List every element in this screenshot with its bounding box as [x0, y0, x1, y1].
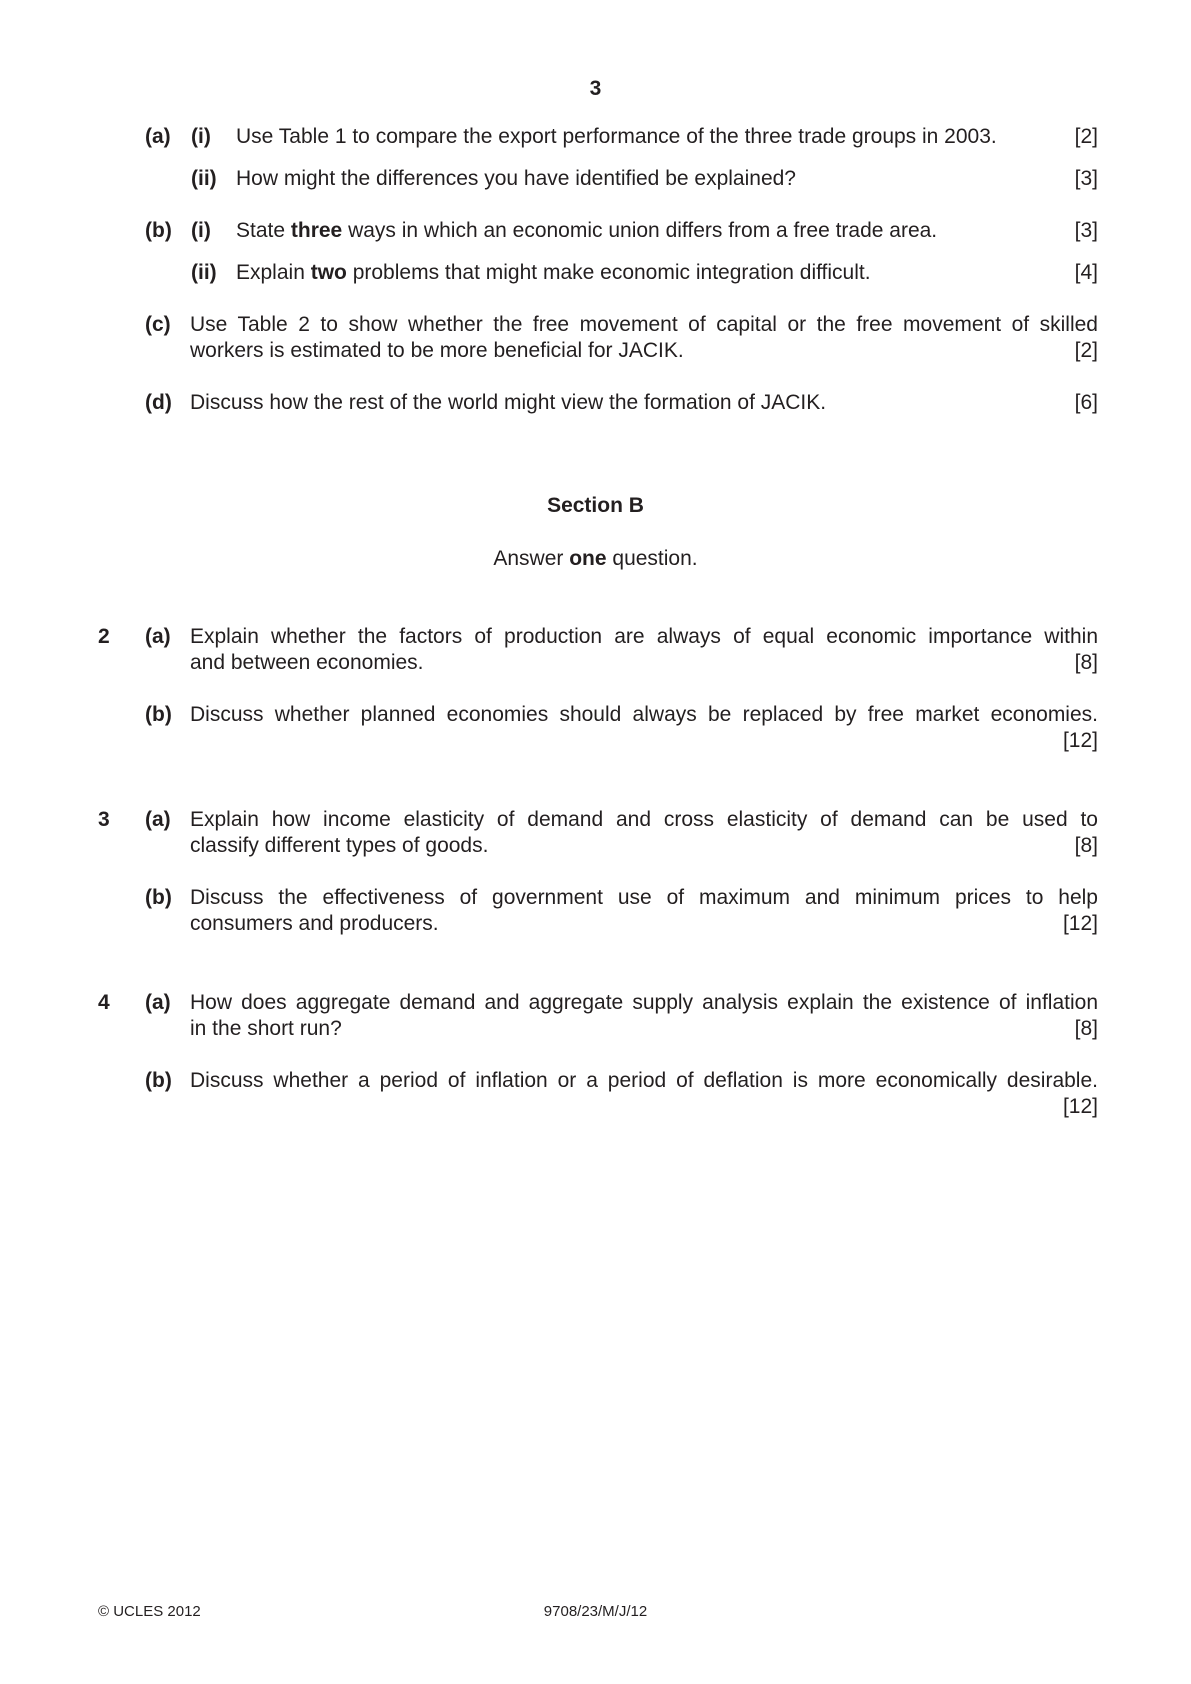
question-text-line: Discuss the effectiveness of government use of maximum and minimum prices to help — [190, 886, 1098, 909]
question-text: State three ways in which an economic union differs from a free trade area. — [236, 219, 938, 242]
question-number: 2 — [98, 625, 110, 648]
question-text: How might the differences you have identified be explained? — [236, 167, 796, 190]
subpart-label: (ii) — [191, 261, 217, 284]
part-label: (c) — [145, 313, 171, 336]
question-text-line: workers is estimated to be more beneficial for JACIK. — [190, 339, 684, 362]
part-label: (b) — [145, 1069, 172, 1092]
question-text: Explain two problems that might make economic integration difficult. — [236, 261, 871, 284]
mark-allocation: [12] — [1062, 912, 1098, 935]
question-text-line: in the short run? — [190, 1017, 342, 1040]
subpart-label: (i) — [191, 219, 211, 242]
question-text: Use Table 1 to compare the export performance of the three trade groups in 2003. — [236, 125, 997, 148]
section-instruction: Answer one question. — [493, 547, 698, 570]
question-text-line: and between economies. — [190, 651, 424, 674]
mark-allocation: [8] — [1074, 834, 1098, 857]
mark-allocation: [3] — [1074, 167, 1098, 190]
question-number: 3 — [98, 808, 110, 831]
part-label: (a) — [145, 625, 171, 648]
mark-allocation: [8] — [1074, 651, 1098, 674]
question-text-line: Explain whether the factors of production are always of equal economic importance within — [190, 625, 1098, 648]
question-text-line: consumers and producers. — [190, 912, 439, 935]
question-text-line: Discuss whether planned economies should always be replaced by free market economies. — [190, 703, 1098, 726]
question-number: 4 — [98, 991, 110, 1014]
mark-allocation: [3] — [1074, 219, 1098, 242]
mark-allocation: [6] — [1074, 391, 1098, 414]
mark-allocation: [12] — [1062, 729, 1098, 752]
section-title: Section B — [547, 494, 644, 517]
question-text-line: Use Table 2 to show whether the free movement of capital or the free movement of skilled — [190, 313, 1098, 336]
mark-allocation: [2] — [1074, 125, 1098, 148]
question-text: Discuss how the rest of the world might view the formation of JACIK. — [190, 391, 827, 414]
part-label: (b) — [145, 703, 172, 726]
question-text-line: Discuss whether a period of inflation or a period of deflation is more economically desirable. — [190, 1069, 1098, 1092]
part-label: (b) — [145, 219, 172, 242]
mark-allocation: [8] — [1074, 1017, 1098, 1040]
part-label: (a) — [145, 991, 171, 1014]
question-text-line: How does aggregate demand and aggregate supply analysis explain the existence of inflation — [190, 991, 1098, 1014]
mark-allocation: [4] — [1074, 261, 1098, 284]
footer-paper-code: 9708/23/M/J/12 — [543, 1603, 648, 1620]
part-label: (d) — [145, 391, 172, 414]
subpart-label: (ii) — [191, 167, 217, 190]
question-text-line: classify different types of goods. — [190, 834, 489, 857]
part-label: (a) — [145, 125, 171, 148]
mark-allocation: [2] — [1074, 339, 1098, 362]
footer-copyright: © UCLES 2012 — [98, 1603, 201, 1620]
question-text-line: Explain how income elasticity of demand and cross elasticity of demand can be used to — [190, 808, 1098, 831]
part-label: (b) — [145, 886, 172, 909]
mark-allocation: [12] — [1062, 1095, 1098, 1118]
page-number: 3 — [589, 77, 602, 100]
part-label: (a) — [145, 808, 171, 831]
subpart-label: (i) — [191, 125, 211, 148]
